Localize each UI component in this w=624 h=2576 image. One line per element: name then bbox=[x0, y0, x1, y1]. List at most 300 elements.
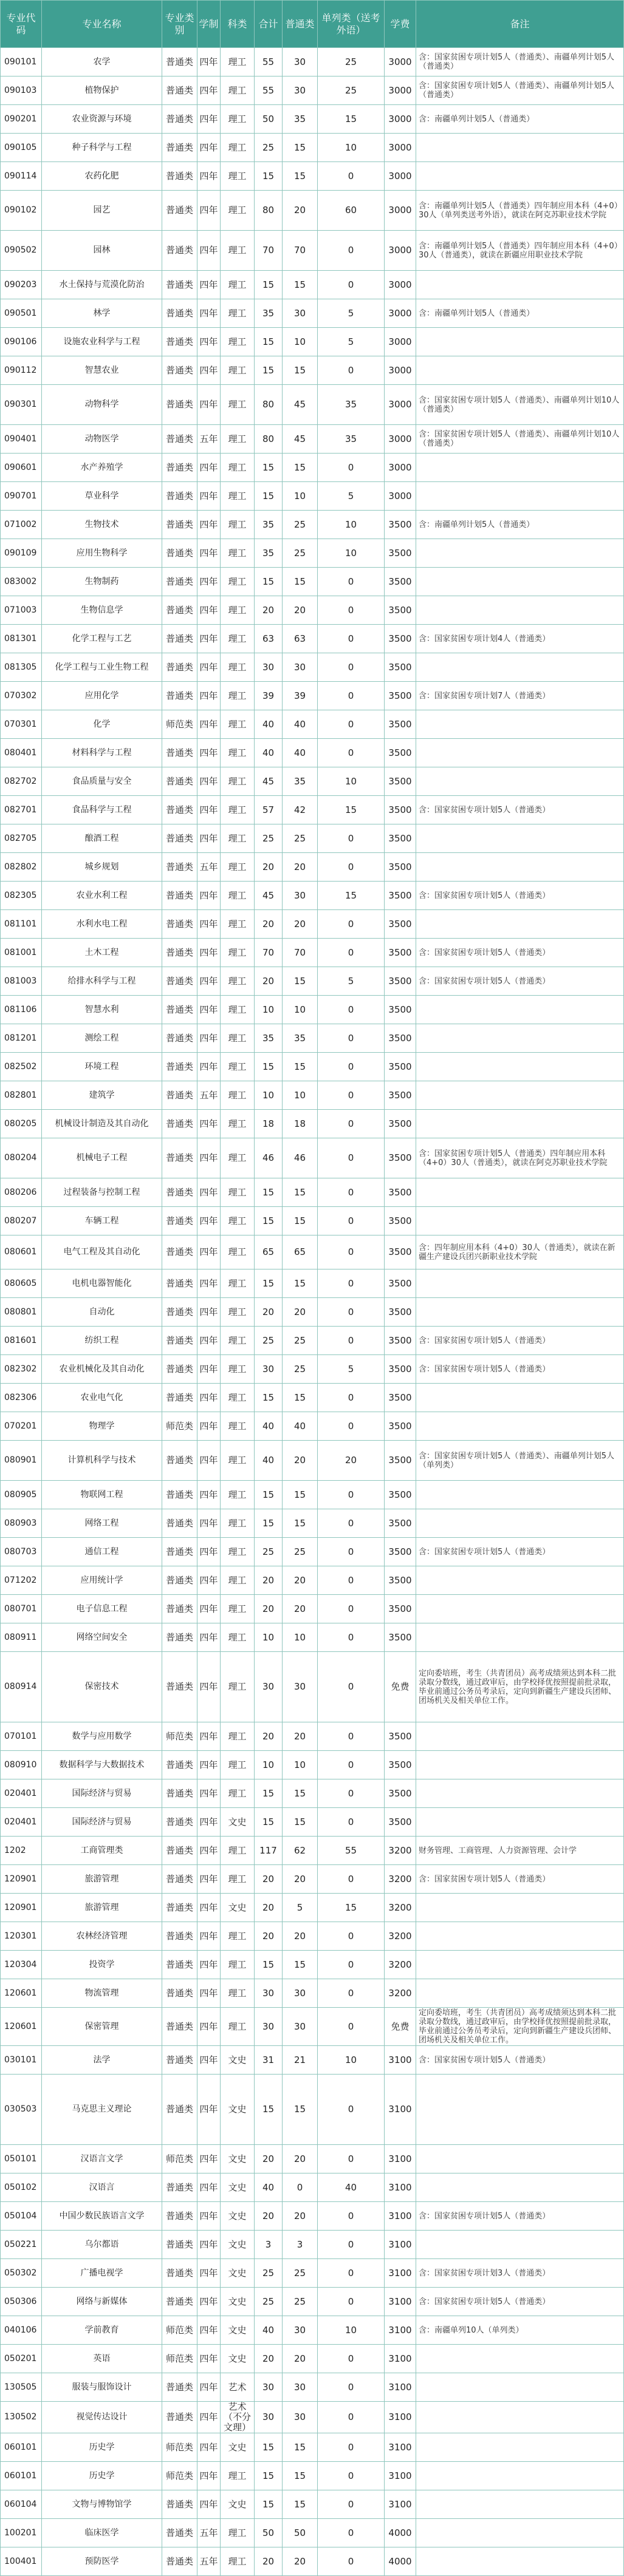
cell-remarks: 含：国家贫困专项计划5人（普通类） bbox=[416, 1355, 624, 1384]
cell-regular: 25 bbox=[283, 2288, 318, 2316]
cell-category: 普通类 bbox=[162, 2490, 197, 2519]
cell-category: 普通类 bbox=[162, 511, 197, 539]
cell-subject: 理工 bbox=[221, 328, 255, 356]
cell-remarks bbox=[416, 1979, 624, 2008]
cell-tuition: 3000 bbox=[385, 105, 416, 134]
cell-remarks bbox=[416, 1623, 624, 1652]
cell-regular: 25 bbox=[283, 539, 318, 568]
cell-remarks bbox=[416, 162, 624, 191]
cell-code: 080205 bbox=[1, 1110, 42, 1138]
cell-tuition: 3500 bbox=[385, 682, 416, 710]
cell-total: 80 bbox=[255, 385, 283, 425]
cell-remarks: 含：国家贫困专项计划5人（普通类） bbox=[416, 2202, 624, 2231]
table-header-row bbox=[1, 1, 624, 48]
cell-remarks: 含：国家贫困专项计划5人（普通类） bbox=[416, 939, 624, 967]
cell-major: 视觉传达设计 bbox=[42, 2402, 162, 2433]
cell-major: 材料科学与工程 bbox=[42, 739, 162, 767]
cell-separate: 25 bbox=[318, 48, 385, 76]
table-row bbox=[1, 824, 624, 853]
cell-total: 45 bbox=[255, 882, 283, 910]
cell-duration: 四年 bbox=[197, 1235, 221, 1269]
cell-code: 090102 bbox=[1, 191, 42, 231]
cell-code: 083002 bbox=[1, 568, 42, 596]
cell-remarks bbox=[416, 1384, 624, 1412]
cell-duration: 四年 bbox=[197, 882, 221, 910]
cell-regular: 5 bbox=[283, 1894, 318, 1922]
cell-category: 普通类 bbox=[162, 356, 197, 385]
cell-subject: 理工 bbox=[221, 1566, 255, 1595]
cell-regular: 15 bbox=[283, 454, 318, 482]
cell-tuition: 3500 bbox=[385, 1412, 416, 1441]
cell-total: 20 bbox=[255, 2547, 283, 2576]
cell-major: 水产养殖学 bbox=[42, 454, 162, 482]
cell-total: 40 bbox=[255, 710, 283, 739]
cell-duration: 四年 bbox=[197, 482, 221, 511]
cell-regular: 3 bbox=[283, 2231, 318, 2259]
cell-remarks bbox=[416, 2402, 624, 2433]
cell-subject: 理工 bbox=[221, 910, 255, 939]
cell-major: 旅游管理 bbox=[42, 1894, 162, 1922]
cell-major: 植物保护 bbox=[42, 76, 162, 105]
table-row bbox=[1, 2173, 624, 2202]
cell-regular: 15 bbox=[283, 1779, 318, 1808]
table-row bbox=[1, 231, 624, 271]
cell-category: 普通类 bbox=[162, 1235, 197, 1269]
cell-separate: 0 bbox=[318, 710, 385, 739]
cell-regular: 25 bbox=[283, 2259, 318, 2288]
cell-total: 20 bbox=[255, 1894, 283, 1922]
cell-remarks: 含：国家贫困专项计划7人（普通类） bbox=[416, 682, 624, 710]
cell-regular: 65 bbox=[283, 1235, 318, 1269]
table-row bbox=[1, 539, 624, 568]
cell-remarks bbox=[416, 454, 624, 482]
cell-major: 英语 bbox=[42, 2345, 162, 2373]
cell-duration: 四年 bbox=[197, 2259, 221, 2288]
table-row bbox=[1, 1024, 624, 1053]
cell-tuition: 3100 bbox=[385, 2231, 416, 2259]
cell-regular: 15 bbox=[283, 1808, 318, 1837]
table-row bbox=[1, 1298, 624, 1327]
cell-subject: 理工 bbox=[221, 454, 255, 482]
cell-total: 25 bbox=[255, 1327, 283, 1355]
cell-category: 普通类 bbox=[162, 1327, 197, 1355]
table-row bbox=[1, 2231, 624, 2259]
cell-regular: 30 bbox=[283, 299, 318, 328]
cell-remarks bbox=[416, 1412, 624, 1441]
cell-total: 40 bbox=[255, 2173, 283, 2202]
table-row bbox=[1, 1922, 624, 1951]
cell-total: 15 bbox=[255, 1509, 283, 1538]
cell-remarks bbox=[416, 1808, 624, 1837]
cell-code: 090105 bbox=[1, 134, 42, 162]
cell-separate: 5 bbox=[318, 1355, 385, 1384]
cell-duration: 四年 bbox=[197, 1865, 221, 1894]
cell-subject: 理工 bbox=[221, 1865, 255, 1894]
cell-code: 081003 bbox=[1, 967, 42, 996]
cell-tuition: 3000 bbox=[385, 454, 416, 482]
cell-tuition: 3500 bbox=[385, 1441, 416, 1481]
cell-regular: 50 bbox=[283, 2519, 318, 2547]
cell-remarks: 含：南疆单列计划5人（普通类） bbox=[416, 299, 624, 328]
cell-tuition: 3000 bbox=[385, 134, 416, 162]
cell-duration: 五年 bbox=[197, 853, 221, 882]
cell-tuition: 3100 bbox=[385, 2462, 416, 2490]
table-row bbox=[1, 1538, 624, 1566]
cell-remarks bbox=[416, 1894, 624, 1922]
cell-regular: 40 bbox=[283, 1412, 318, 1441]
cell-duration: 四年 bbox=[197, 2145, 221, 2173]
cell-regular: 15 bbox=[283, 2433, 318, 2462]
cell-category: 普通类 bbox=[162, 1779, 197, 1808]
cell-subject: 理工 bbox=[221, 1412, 255, 1441]
cell-duration: 四年 bbox=[197, 767, 221, 796]
cell-subject: 理工 bbox=[221, 1951, 255, 1979]
cell-separate: 0 bbox=[318, 1207, 385, 1235]
cell-total: 10 bbox=[255, 1623, 283, 1652]
cell-duration: 四年 bbox=[197, 231, 221, 271]
table-row bbox=[1, 328, 624, 356]
table-row bbox=[1, 1110, 624, 1138]
cell-subject: 文史 bbox=[221, 2231, 255, 2259]
cell-major: 国际经济与贸易 bbox=[42, 1779, 162, 1808]
cell-duration: 四年 bbox=[197, 1894, 221, 1922]
cell-remarks bbox=[416, 328, 624, 356]
cell-category: 普通类 bbox=[162, 271, 197, 299]
cell-subject: 理工 bbox=[221, 710, 255, 739]
cell-major: 计算机科学与技术 bbox=[42, 1441, 162, 1481]
cell-separate: 0 bbox=[318, 2462, 385, 2490]
cell-duration: 四年 bbox=[197, 739, 221, 767]
cell-code: 090101 bbox=[1, 48, 42, 76]
cell-subject: 文史 bbox=[221, 2433, 255, 2462]
cell-code: 080204 bbox=[1, 1138, 42, 1178]
cell-category: 普通类 bbox=[162, 1053, 197, 1081]
cell-category: 普通类 bbox=[162, 454, 197, 482]
cell-remarks bbox=[416, 134, 624, 162]
cell-total: 30 bbox=[255, 1652, 283, 1722]
cell-code: 080911 bbox=[1, 1623, 42, 1652]
cell-subject: 理工 bbox=[221, 1235, 255, 1269]
cell-code: 050306 bbox=[1, 2288, 42, 2316]
cell-total: 30 bbox=[255, 1979, 283, 2008]
cell-regular: 10 bbox=[283, 1623, 318, 1652]
cell-subject: 理工 bbox=[221, 539, 255, 568]
cell-separate: 0 bbox=[318, 2008, 385, 2046]
cell-separate: 10 bbox=[318, 767, 385, 796]
cell-separate: 0 bbox=[318, 271, 385, 299]
cell-subject: 文史 bbox=[221, 1894, 255, 1922]
cell-major: 农业资源与环境 bbox=[42, 105, 162, 134]
cell-subject: 理工 bbox=[221, 1922, 255, 1951]
cell-major: 农业机械化及其自动化 bbox=[42, 1355, 162, 1384]
cell-regular: 30 bbox=[283, 2373, 318, 2402]
cell-regular: 70 bbox=[283, 939, 318, 967]
cell-total: 15 bbox=[255, 2462, 283, 2490]
cell-remarks bbox=[416, 2145, 624, 2173]
cell-duration: 四年 bbox=[197, 1722, 221, 1751]
cell-major: 应用化学 bbox=[42, 682, 162, 710]
cell-separate: 0 bbox=[318, 2259, 385, 2288]
cell-category: 普通类 bbox=[162, 425, 197, 454]
cell-total: 20 bbox=[255, 853, 283, 882]
cell-total: 15 bbox=[255, 454, 283, 482]
cell-major: 纺织工程 bbox=[42, 1327, 162, 1355]
cell-subject: 理工 bbox=[221, 796, 255, 824]
cell-code: 080206 bbox=[1, 1178, 42, 1207]
cell-remarks bbox=[416, 1081, 624, 1110]
table-row bbox=[1, 385, 624, 425]
cell-regular: 20 bbox=[283, 1722, 318, 1751]
cell-category: 普通类 bbox=[162, 48, 197, 76]
cell-total: 20 bbox=[255, 967, 283, 996]
cell-remarks bbox=[416, 2519, 624, 2547]
cell-subject: 理工 bbox=[221, 1081, 255, 1110]
table-row bbox=[1, 76, 624, 105]
cell-major: 自动化 bbox=[42, 1298, 162, 1327]
cell-separate: 0 bbox=[318, 1110, 385, 1138]
cell-remarks bbox=[416, 1509, 624, 1538]
cell-tuition: 3500 bbox=[385, 796, 416, 824]
cell-category: 普通类 bbox=[162, 1595, 197, 1623]
cell-code: 090601 bbox=[1, 454, 42, 482]
cell-regular: 30 bbox=[283, 2008, 318, 2046]
cell-duration: 四年 bbox=[197, 2008, 221, 2046]
cell-duration: 四年 bbox=[197, 2202, 221, 2231]
cell-regular: 20 bbox=[283, 1865, 318, 1894]
cell-separate: 0 bbox=[318, 1652, 385, 1722]
cell-regular: 20 bbox=[283, 1298, 318, 1327]
cell-code: 120901 bbox=[1, 1865, 42, 1894]
cell-major: 城乡规划 bbox=[42, 853, 162, 882]
cell-duration: 四年 bbox=[197, 1053, 221, 1081]
cell-regular: 30 bbox=[283, 2402, 318, 2433]
cell-subject: 理工 bbox=[221, 385, 255, 425]
cell-regular: 20 bbox=[283, 910, 318, 939]
cell-subject: 理工 bbox=[221, 1538, 255, 1566]
cell-subject: 理工 bbox=[221, 1509, 255, 1538]
cell-category: 普通类 bbox=[162, 853, 197, 882]
cell-regular: 10 bbox=[283, 482, 318, 511]
cell-duration: 四年 bbox=[197, 105, 221, 134]
cell-code: 120601 bbox=[1, 1979, 42, 2008]
cell-major: 食品科学与工程 bbox=[42, 796, 162, 824]
cell-tuition: 3500 bbox=[385, 1298, 416, 1327]
cell-tuition: 3500 bbox=[385, 1024, 416, 1053]
cell-subject: 理工 bbox=[221, 162, 255, 191]
cell-subject: 理工 bbox=[221, 1652, 255, 1722]
cell-category: 普通类 bbox=[162, 739, 197, 767]
cell-total: 30 bbox=[255, 2402, 283, 2433]
cell-regular: 63 bbox=[283, 625, 318, 653]
cell-duration: 四年 bbox=[197, 1110, 221, 1138]
cell-regular: 62 bbox=[283, 1837, 318, 1865]
cell-tuition: 3500 bbox=[385, 1808, 416, 1837]
cell-category: 师范类 bbox=[162, 1412, 197, 1441]
table-row bbox=[1, 1138, 624, 1178]
cell-duration: 四年 bbox=[197, 191, 221, 231]
cell-remarks bbox=[416, 2075, 624, 2145]
cell-total: 70 bbox=[255, 939, 283, 967]
cell-duration: 四年 bbox=[197, 1837, 221, 1865]
cell-regular: 30 bbox=[283, 1979, 318, 2008]
cell-code: 120601 bbox=[1, 2008, 42, 2046]
table-row bbox=[1, 1509, 624, 1538]
cell-regular: 0 bbox=[283, 2173, 318, 2202]
cell-subject: 理工 bbox=[221, 511, 255, 539]
cell-separate: 55 bbox=[318, 1837, 385, 1865]
cell-total: 40 bbox=[255, 1412, 283, 1441]
table-row bbox=[1, 1384, 624, 1412]
cell-total: 15 bbox=[255, 328, 283, 356]
table-row bbox=[1, 2402, 624, 2433]
cell-duration: 四年 bbox=[197, 271, 221, 299]
cell-major: 汉语言文学 bbox=[42, 2145, 162, 2173]
cell-separate: 0 bbox=[318, 568, 385, 596]
cell-total: 80 bbox=[255, 191, 283, 231]
cell-total: 25 bbox=[255, 2288, 283, 2316]
cell-duration: 四年 bbox=[197, 2373, 221, 2402]
cell-code: 020401 bbox=[1, 1808, 42, 1837]
cell-regular: 15 bbox=[283, 2075, 318, 2145]
cell-major: 智慧水利 bbox=[42, 996, 162, 1024]
cell-category: 普通类 bbox=[162, 1538, 197, 1566]
cell-total: 15 bbox=[255, 2490, 283, 2519]
cell-category: 普通类 bbox=[162, 1894, 197, 1922]
cell-duration: 四年 bbox=[197, 1595, 221, 1623]
cell-total: 15 bbox=[255, 1053, 283, 1081]
cell-tuition: 3500 bbox=[385, 1566, 416, 1595]
cell-code: 050302 bbox=[1, 2259, 42, 2288]
cell-code: 080605 bbox=[1, 1269, 42, 1298]
cell-regular: 10 bbox=[283, 328, 318, 356]
cell-duration: 四年 bbox=[197, 1024, 221, 1053]
cell-category: 普通类 bbox=[162, 1441, 197, 1481]
header-duration: 学制 bbox=[197, 1, 221, 48]
cell-separate: 0 bbox=[318, 2231, 385, 2259]
table-row bbox=[1, 1269, 624, 1298]
cell-regular: 10 bbox=[283, 1751, 318, 1779]
cell-separate: 35 bbox=[318, 385, 385, 425]
cell-duration: 四年 bbox=[197, 2046, 221, 2075]
table-row bbox=[1, 191, 624, 231]
cell-code: 130502 bbox=[1, 2402, 42, 2433]
cell-separate: 15 bbox=[318, 105, 385, 134]
cell-tuition: 3500 bbox=[385, 1722, 416, 1751]
cell-regular: 20 bbox=[283, 191, 318, 231]
cell-duration: 四年 bbox=[197, 299, 221, 328]
cell-separate: 35 bbox=[318, 425, 385, 454]
cell-subject: 理工 bbox=[221, 231, 255, 271]
cell-duration: 四年 bbox=[197, 1779, 221, 1808]
cell-separate: 0 bbox=[318, 1298, 385, 1327]
cell-duration: 四年 bbox=[197, 1623, 221, 1652]
cell-remarks: 财务管理、工商管理、人力资源管理、会计学 bbox=[416, 1837, 624, 1865]
cell-major: 马克思主义理论 bbox=[42, 2075, 162, 2145]
table-row bbox=[1, 162, 624, 191]
cell-tuition: 3500 bbox=[385, 1751, 416, 1779]
cell-subject: 理工 bbox=[221, 1979, 255, 2008]
cell-remarks bbox=[416, 1951, 624, 1979]
cell-separate: 10 bbox=[318, 134, 385, 162]
cell-separate: 0 bbox=[318, 910, 385, 939]
cell-remarks: 含：南疆单列计划5人（普通类）四年制应用本科（4+0）30人（单列类送考外语），就读在阿克苏职业技术学院 bbox=[416, 191, 624, 231]
cell-category: 普通类 bbox=[162, 134, 197, 162]
cell-category: 普通类 bbox=[162, 796, 197, 824]
cell-duration: 四年 bbox=[197, 1441, 221, 1481]
cell-duration: 四年 bbox=[197, 824, 221, 853]
cell-major: 酿酒工程 bbox=[42, 824, 162, 853]
table-row bbox=[1, 2490, 624, 2519]
cell-separate: 0 bbox=[318, 625, 385, 653]
cell-code: 071002 bbox=[1, 511, 42, 539]
cell-category: 师范类 bbox=[162, 710, 197, 739]
cell-duration: 四年 bbox=[197, 1922, 221, 1951]
cell-code: 120901 bbox=[1, 1894, 42, 1922]
cell-tuition: 3100 bbox=[385, 2259, 416, 2288]
cell-subject: 文史 bbox=[221, 2288, 255, 2316]
cell-duration: 四年 bbox=[197, 682, 221, 710]
table-row bbox=[1, 425, 624, 454]
cell-regular: 15 bbox=[283, 162, 318, 191]
cell-category: 普通类 bbox=[162, 2519, 197, 2547]
cell-category: 普通类 bbox=[162, 1207, 197, 1235]
cell-separate: 0 bbox=[318, 853, 385, 882]
cell-category: 普通类 bbox=[162, 1024, 197, 1053]
cell-total: 15 bbox=[255, 1269, 283, 1298]
cell-total: 10 bbox=[255, 1081, 283, 1110]
table-row bbox=[1, 682, 624, 710]
cell-separate: 0 bbox=[318, 2345, 385, 2373]
cell-subject: 理工 bbox=[221, 76, 255, 105]
cell-tuition: 3000 bbox=[385, 425, 416, 454]
header-code: 专业代码 bbox=[1, 1, 42, 48]
cell-code: 030101 bbox=[1, 2046, 42, 2075]
cell-subject: 理工 bbox=[221, 1779, 255, 1808]
table-row bbox=[1, 356, 624, 385]
cell-code: 050201 bbox=[1, 2345, 42, 2373]
cell-separate: 5 bbox=[318, 967, 385, 996]
cell-duration: 五年 bbox=[197, 2547, 221, 2576]
cell-remarks bbox=[416, 1110, 624, 1138]
cell-category: 普通类 bbox=[162, 1081, 197, 1110]
cell-code: 090701 bbox=[1, 482, 42, 511]
cell-tuition: 3500 bbox=[385, 1235, 416, 1269]
cell-major: 林学 bbox=[42, 299, 162, 328]
cell-category: 普通类 bbox=[162, 1623, 197, 1652]
cell-major: 化学工程与工艺 bbox=[42, 625, 162, 653]
cell-category: 普通类 bbox=[162, 1751, 197, 1779]
cell-regular: 25 bbox=[283, 1327, 318, 1355]
cell-separate: 0 bbox=[318, 454, 385, 482]
cell-tuition: 3100 bbox=[385, 2075, 416, 2145]
cell-tuition: 3100 bbox=[385, 2345, 416, 2373]
cell-subject: 理工 bbox=[221, 1595, 255, 1623]
cell-duration: 四年 bbox=[197, 625, 221, 653]
cell-tuition: 3500 bbox=[385, 1053, 416, 1081]
cell-tuition: 3100 bbox=[385, 2373, 416, 2402]
table-row bbox=[1, 2316, 624, 2345]
cell-subject: 理工 bbox=[221, 625, 255, 653]
cell-tuition: 3500 bbox=[385, 1327, 416, 1355]
cell-major: 通信工程 bbox=[42, 1538, 162, 1566]
cell-tuition: 3100 bbox=[385, 2316, 416, 2345]
cell-tuition: 4000 bbox=[385, 2547, 416, 2576]
cell-duration: 四年 bbox=[197, 539, 221, 568]
cell-regular: 15 bbox=[283, 1384, 318, 1412]
cell-major: 物流管理 bbox=[42, 1979, 162, 2008]
cell-subject: 理工 bbox=[221, 191, 255, 231]
cell-separate: 0 bbox=[318, 739, 385, 767]
